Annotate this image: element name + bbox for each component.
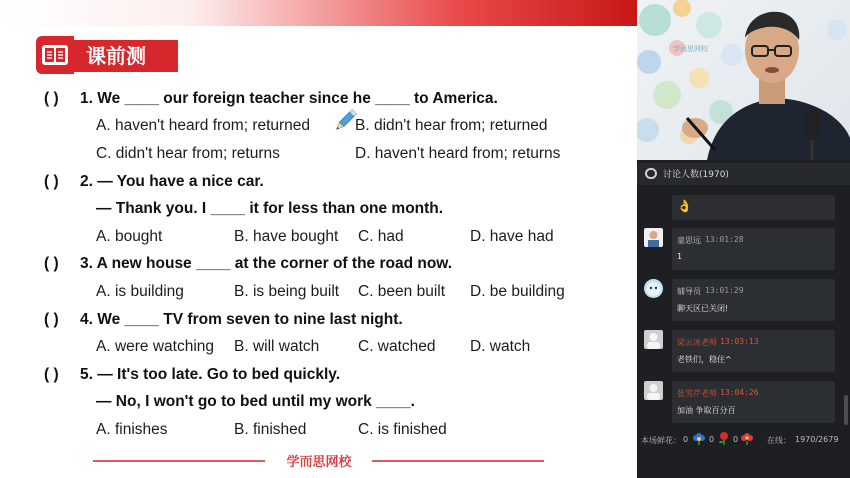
chat-timestamp: 13:04:26 <box>720 388 759 397</box>
question-3-option-c: C. been built <box>358 283 446 300</box>
footer-divider-right <box>372 460 544 462</box>
chat-text: 聊天区已关闭! <box>677 304 729 313</box>
avatar <box>644 381 663 400</box>
flower-count-1: 0 <box>683 435 689 444</box>
question-3-bracket: ( ) <box>44 255 59 272</box>
chat-message <box>672 195 835 220</box>
question-3-stem: 3. A new house ____ at the corner of the road now. <box>80 255 453 272</box>
question-1-bracket: ( ) <box>44 90 59 107</box>
webcam-logo-text: 学而思网校 <box>673 45 708 53</box>
question-4-option-d: D. watch <box>470 338 531 355</box>
footer-brand-logo: 学而思网校 <box>286 455 352 470</box>
chat-bubble-icon <box>645 168 657 179</box>
question-4-option-c: C. watched <box>358 338 436 355</box>
question-4-bracket: ( ) <box>44 311 59 328</box>
stats-bar <box>637 430 850 450</box>
question-5-option-a: A. finishes <box>96 421 168 438</box>
footer-divider-left <box>93 460 265 462</box>
question-5-reply: — No, I won't go to bed until my work ____. <box>96 393 415 410</box>
question-4-option-a: A. were watching <box>96 338 215 355</box>
teacher-webcam-video <box>637 0 850 160</box>
chat-message <box>672 330 835 372</box>
question-1-option-c: C. didn't hear from; returns <box>96 145 280 162</box>
chat-text: 加油 争取百分百 <box>677 406 736 415</box>
avatar <box>644 279 663 298</box>
slide-title-banner <box>36 36 178 74</box>
chat-text: 1 <box>677 252 683 261</box>
rose-icon[interactable] <box>717 431 731 447</box>
red-flower-icon[interactable] <box>740 431 754 447</box>
chat-scrollbar[interactable] <box>844 395 848 425</box>
question-5-bracket: ( ) <box>44 366 59 383</box>
blue-flower-icon[interactable] <box>692 431 706 447</box>
question-4-stem: 4. We ____ TV from seven to nine last night. <box>80 311 403 328</box>
chat-username: 张雪芹老师 <box>677 389 717 398</box>
question-5-option-b: B. finished <box>234 421 307 438</box>
question-2-option-b: B. have bought <box>234 228 339 245</box>
chat-header <box>637 163 850 185</box>
chat-username: 辅导员 <box>677 287 701 296</box>
question-2-stem: 2. — You have a nice car. <box>80 173 264 190</box>
live-side-panel <box>637 0 850 478</box>
question-1-option-b: B. didn't hear from; returned <box>355 117 548 134</box>
question-3-option-d: D. be building <box>470 283 565 300</box>
chat-text: 老铁们，稳住^ <box>677 355 732 364</box>
question-5-stem: 5. — It's too late. Go to bed quickly. <box>80 366 341 383</box>
chat-timestamp: 13:01:29 <box>705 286 744 295</box>
flower-count-3: 0 <box>733 435 739 444</box>
chat-message <box>672 228 835 270</box>
chat-username: 梁云冰老师 <box>677 338 717 347</box>
question-2-bracket: ( ) <box>44 173 59 190</box>
chat-username: 童思远 <box>677 236 701 245</box>
question-1-stem: 1. We ____ our foreign teacher since he ____ to America. <box>80 90 498 107</box>
question-2-option-d: D. have had <box>470 228 554 245</box>
chat-timestamp: 13:03:13 <box>720 337 759 346</box>
question-1-option-a: A. haven't heard from; returned <box>96 117 311 134</box>
flower-count-2: 0 <box>709 435 715 444</box>
flowers-label: 本场鲜花： <box>641 436 681 445</box>
question-1-option-d: D. haven't heard from; returns <box>355 145 561 162</box>
avatar <box>644 330 663 349</box>
chat-message <box>672 381 835 423</box>
avatar <box>644 228 663 247</box>
slide-title: 课前测 <box>74 40 178 72</box>
question-2-option-c: C. had <box>358 228 404 245</box>
question-3-option-b: B. is being built <box>234 283 340 300</box>
pencil-cursor-icon <box>332 108 358 139</box>
question-2-option-a: A. bought <box>96 228 163 245</box>
ok-hand-emoji: 👌 <box>677 199 692 213</box>
question-2-reply: — Thank you. I ____ it for less than one month. <box>96 200 444 217</box>
online-label: 在线： <box>767 436 791 445</box>
question-4-option-b: B. will watch <box>234 338 320 355</box>
chat-timestamp: 13:01:28 <box>705 235 744 244</box>
chat-message <box>672 279 835 321</box>
question-3-option-a: A. is building <box>96 283 184 300</box>
book-icon <box>36 36 74 74</box>
slide-top-band <box>0 0 637 26</box>
question-5-option-c: C. is finished <box>358 421 447 438</box>
online-count: 1970/2679 <box>795 435 839 444</box>
chat-participant-count: 讨论人数(1970) <box>663 170 729 180</box>
